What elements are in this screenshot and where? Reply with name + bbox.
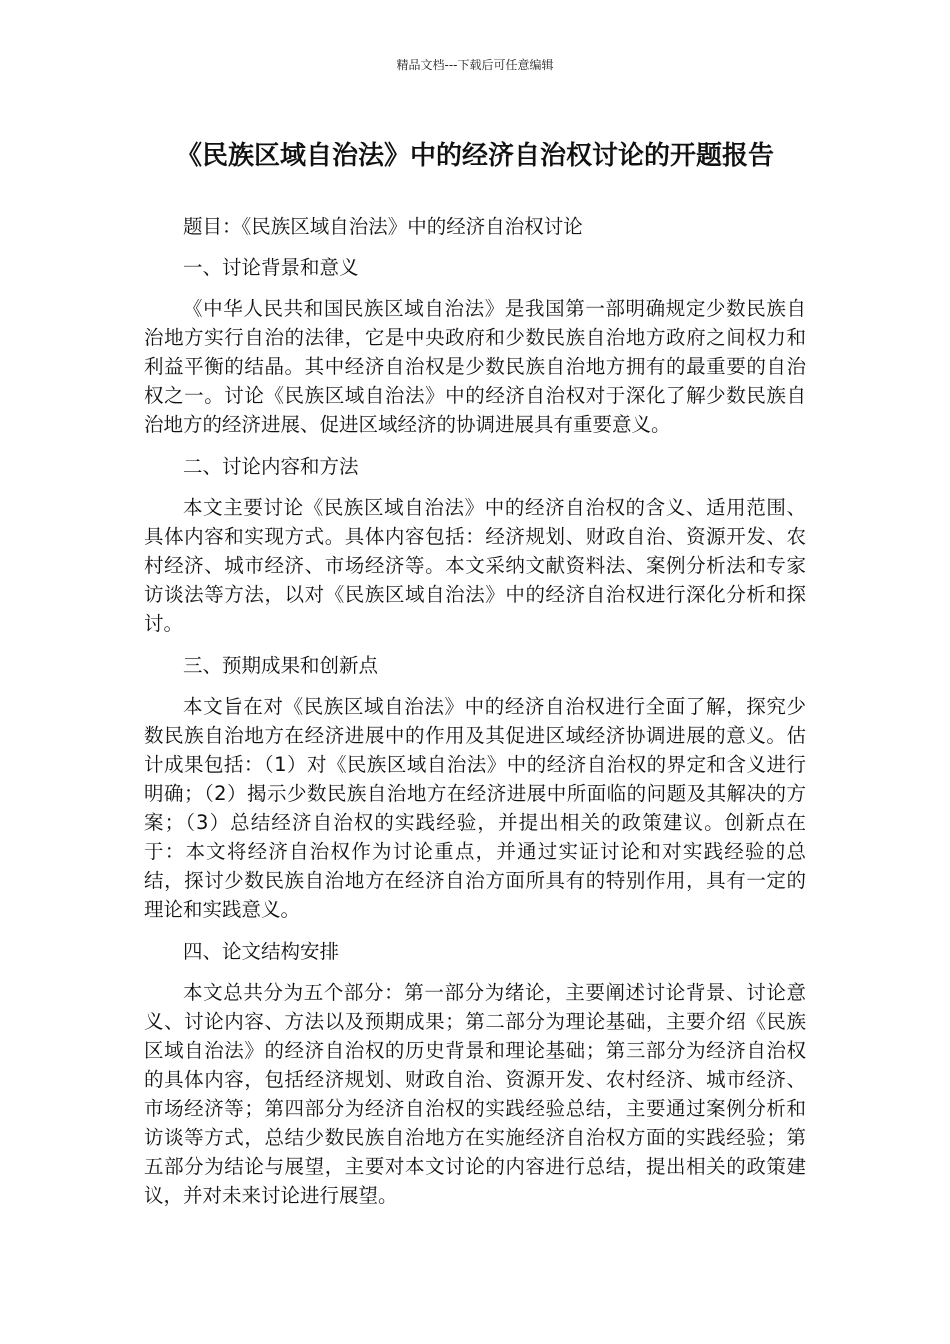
document-body <box>144 212 806 1223</box>
section-body-1: 《中华人民共和国民族区域自治法》是我国第一部明确规定少数民族自治地方实行自治的法律，它是中央政府和少数民族自治地方政府之间权力和利益平衡的结晶。其中经济自治权是少数民族自治地方拥有的最重要的自治权之一。讨论《民族区域自治法》中的经济自治权对于深化了解少数民族自治地方的经济进展、促进区域经济的协调进展具有重要意义。 <box>144 297 806 436</box>
section-body-4: 本文总共分为五个部分：第一部分为绪论，主要阐述讨论背景、讨论意义、讨论内容、方法以及预期成果；第二部分为理论基础，主要介绍《民族区域自治法》的经济自治权的历史背景和理论基础；第三部分为经济自治权的具体内容，包括经济规划、财政自治、资源开发、农村经济、城市经济、市场经济等；第四部分为经济自治权的实践经验总结，主要通过案例分析和访谈等方式，总结少数民族自治地方在实施经济自治权方面的实践经验；第五部分为结论与展望，主要对本文讨论的内容进行总结，提出相关的政策建议，并对未来讨论进行展望。 <box>144 981 806 1207</box>
section-heading-1: 一、讨论背景和意义 <box>183 256 359 279</box>
section-heading-3: 三、预期成果和创新点 <box>183 654 379 677</box>
section-body-3: 本文旨在对《民族区域自治法》中的经济自治权进行全面了解，探究少数民族自治地方在经济进展中的作用及其促进区域经济协调进展的意义。估计成果包括：（1）对《民族区域自治法》中的经济自治权的界定和含义进行明确；（2）揭示少数民族自治地方在经济进展中所面临的问题及其解决的方案；（3）总结经济自治权的实践经验，并提出相关的政策建议。创新点在于：本文将经济自治权作为讨论重点，并通过实证讨论和对实践经验的总结，探讨少数民族自治地方在经济自治方面所具有的特别作用，具有一定的理论和实践意义。 <box>144 695 806 921</box>
section-heading-4: 四、论文结构安排 <box>183 940 340 963</box>
section-body-2: 本文主要讨论《民族区域自治法》中的经济自治权的含义、适用范围、具体内容和实现方式。具体内容包括：经济规划、财政自治、资源开发、农村经济、城市经济、市场经济等。本文采纳文献资料法、案例分析法和专家访谈法等方法，以对《民族区域自治法》中的经济自治权进行深化分析和探讨。 <box>144 496 806 635</box>
section-heading-2: 二、讨论内容和方法 <box>183 455 359 478</box>
topic-line: 题目：《民族区域自治法》中的经济自治权讨论 <box>183 215 583 238</box>
document-title: 《民族区域自治法》中的经济自治权讨论的开题报告 <box>175 141 774 171</box>
header-note: 精品文档---下载后可任意编辑 <box>396 58 554 72</box>
